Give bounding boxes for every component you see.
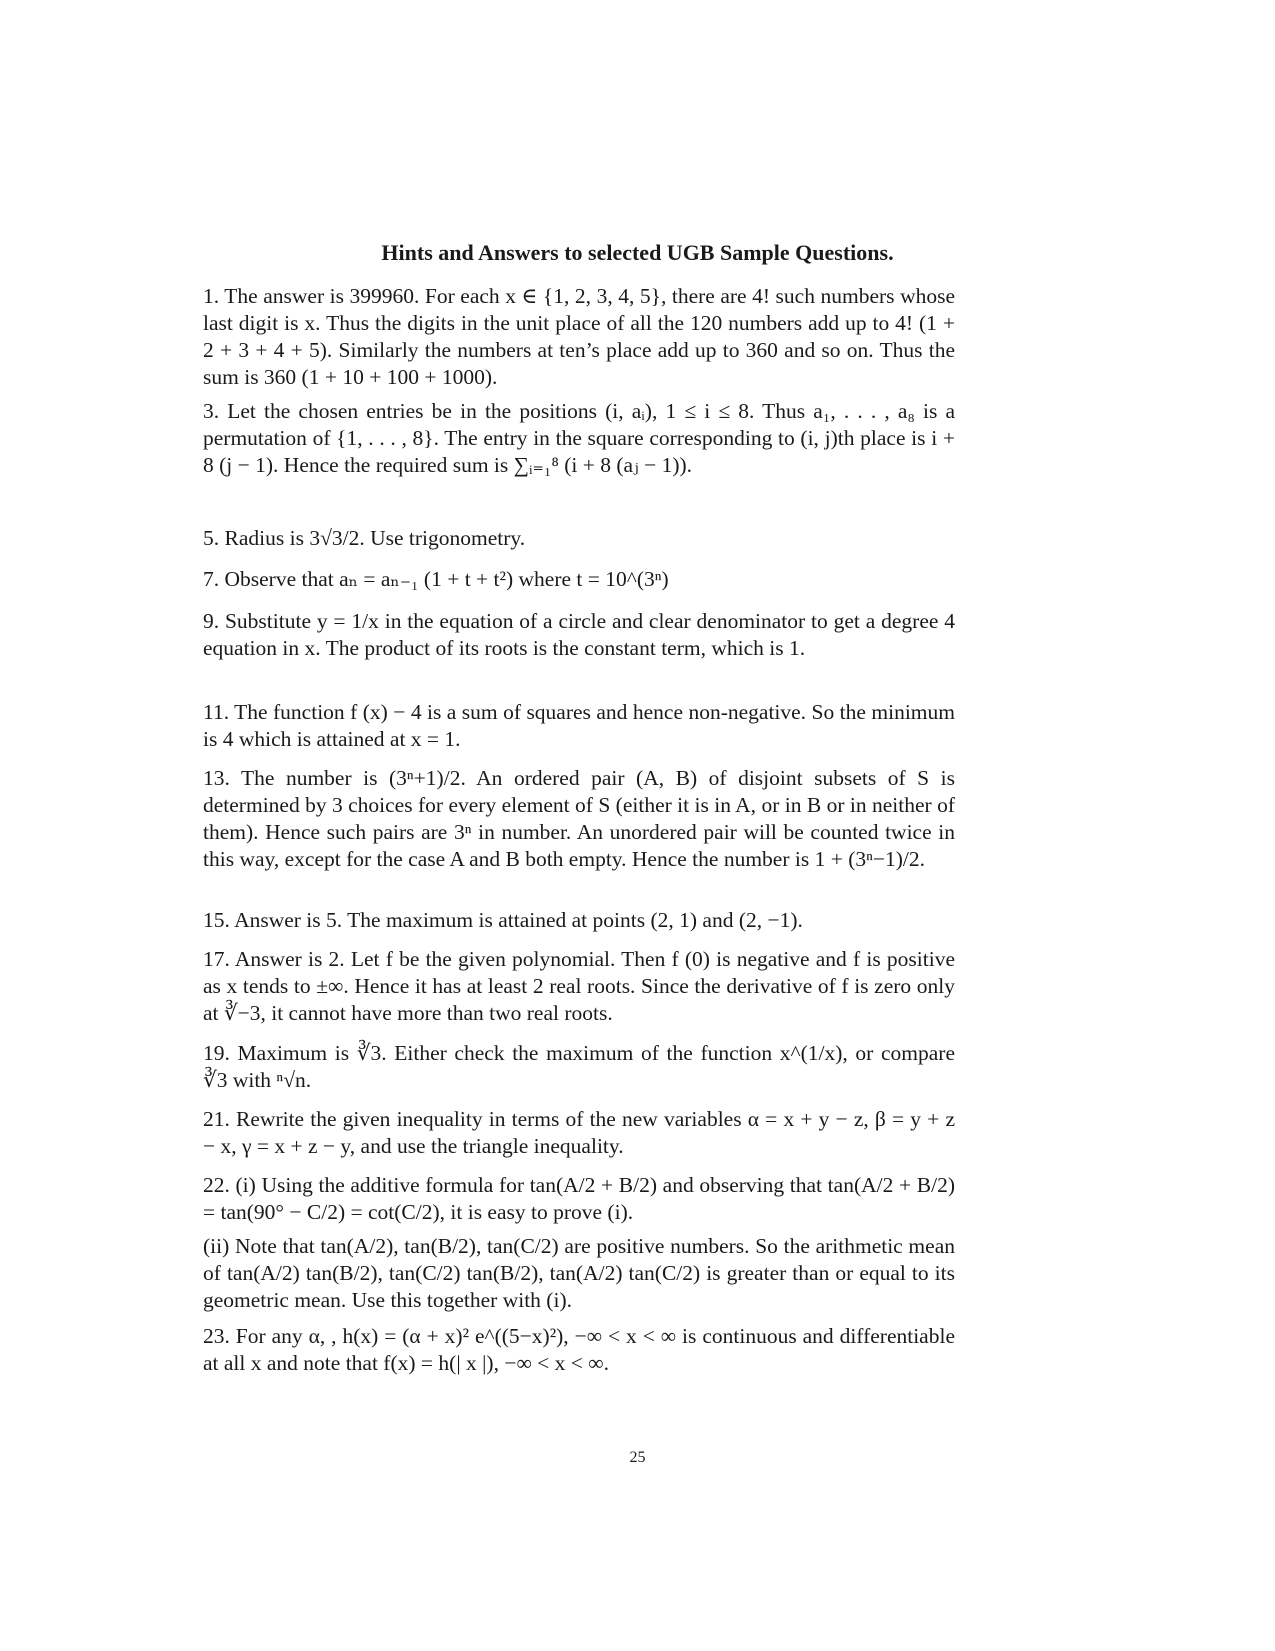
answer-7: 7. Observe that aₙ = aₙ₋₁ (1 + t + t²) where t = 10^(3ⁿ) <box>203 567 669 591</box>
answer-17: 17. Answer is 2. Let f be the given polynomial. Then f (0) is negative and f is positive as x tends to ±∞. Hence it has at least 2 real roots. Since the derivative of f is zero only at ∛−3, it cannot have more than two real roots. <box>203 947 955 1025</box>
answer-19: 19. Maximum is ∛3. Either check the maximum of the function x^(1/x), or compare ∛3 with ⁿ√n. <box>203 1041 955 1092</box>
answer-13: 13. The number is (3ⁿ+1)/2. An ordered pair (A, B) of disjoint subsets of S is determined by 3 choices for every element of S (either it is in A, or in B or in neither of them). Hence such pairs are 3ⁿ in number. An unordered pair will be counted twice in this way, except for the case A and B both empty. Hence the number is 1 + (3ⁿ−1)/2. <box>203 766 955 871</box>
answer-1: 1. The answer is 399960. For each x ∈ {1, 2, 3, 4, 5}, there are 4! such numbers whose last digit is x. Thus the digits in the unit place of all the 120 numbers add up to 4! (1 + 2 + 3 + 4 + 5). Similarly the numbers at ten’s place add up to 360 and so on. Thus the sum is 360 (1 + 10 + 100 + 1000). <box>203 284 955 389</box>
answer-11: 11. The function f (x) − 4 is a sum of squares and hence non-negative. So the minimum is 4 which is attained at x = 1. <box>203 700 955 751</box>
answer-22-i: 22. (i) Using the additive formula for tan(A/2 + B/2) and observing that tan(A/2 + B/2) = tan(90° − C/2) = cot(C/2), it is easy to prove (i). <box>203 1173 955 1224</box>
answer-5: 5. Radius is 3√3/2. Use trigonometry. <box>203 526 526 550</box>
answer-23: 23. For any α, , h(x) = (α + x)² e^((5−x)²), −∞ < x < ∞ is continuous and differentiable at all x and note that f(x) = h(| x |), −∞ < x < ∞. <box>203 1324 955 1375</box>
answer-15: 15. Answer is 5. The maximum is attained at points (2, 1) and (2, −1). <box>203 908 803 932</box>
answer-21: 21. Rewrite the given inequality in terms of the new variables α = x + y − z, β = y + z − x, γ = x + z − y, and use the triangle inequality. <box>203 1107 955 1158</box>
page-number: 25 <box>629 1449 646 1466</box>
answer-22-ii: (ii) Note that tan(A/2), tan(B/2), tan(C/2) are positive numbers. So the arithmetic mean of tan(A/2) tan(B/2), tan(C/2) tan(B/2), tan(A/2) tan(C/2) is greater than or equal to its geometric mean. Use this together with (i). <box>203 1234 955 1312</box>
answer-9: 9. Substitute y = 1/x in the equation of a circle and clear denominator to get a degree 4 equation in x. The product of its roots is the constant term, which is 1. <box>203 609 955 660</box>
page-title: Hints and Answers to selected UGB Sample Questions. <box>381 240 894 265</box>
answer-3: 3. Let the chosen entries be in the positions (i, aᵢ), 1 ≤ i ≤ 8. Thus a₁, . . . , a₈ is a permutation of {1, . . . , 8}. The entry in the square corresponding to (i, j)th place is i + 8 (j − 1). Hence the required sum is ∑ᵢ₌₁⁸ (i + 8 (aⱼ − 1)). <box>203 399 955 477</box>
